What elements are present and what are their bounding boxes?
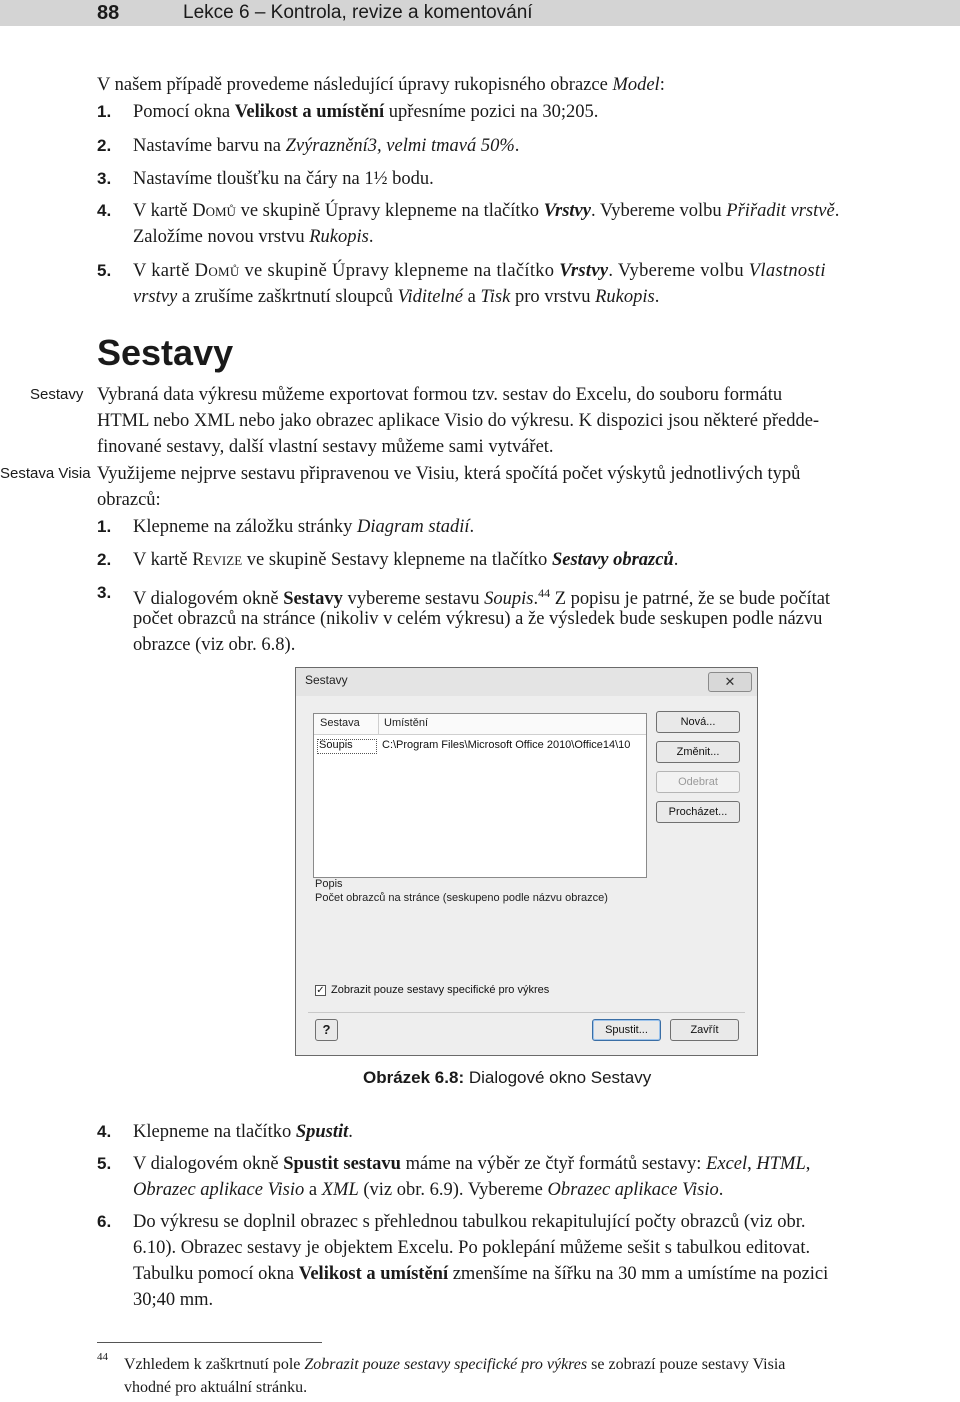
dialog-title: Sestavy xyxy=(305,673,348,687)
remove-button[interactable]: Odebrat xyxy=(656,771,740,793)
reports-list[interactable] xyxy=(313,713,647,878)
intro-paragraph: V našem případě provedeme následující úpravy rukopisného obrazce Model: xyxy=(97,75,665,95)
step-text: V kartě Domů ve skupině Úpravy klepneme na tlačítko Vrstvy. Vybereme volbu Vlastnosti xyxy=(133,261,826,281)
step-number: 2. xyxy=(97,550,112,569)
section-heading: Sestavy xyxy=(97,332,234,373)
step-number: 6. xyxy=(97,1212,112,1231)
footnote-text-cont: vhodné pro aktuální stránku. xyxy=(124,1379,308,1396)
browse-button[interactable]: Procházet... xyxy=(656,801,740,823)
new-button[interactable]: Nová... xyxy=(656,711,740,733)
step-text-cont: vrstvy a zrušíme zaškrtnutí sloupců Viditelné a Tisk pro vrstvu Rukopis. xyxy=(133,287,660,307)
step-number: 1. xyxy=(97,102,112,121)
step-text-cont: Obrazec aplikace Visio a XML (viz obr. 6.9). Vybereme Obrazec aplikace Visio. xyxy=(133,1180,724,1200)
footnote-text: Vzhledem k zaškrtnutí pole Zobrazit pouze sestavy specifické pro výkres se zobrazí pouze sestavy Visia xyxy=(124,1356,786,1373)
help-icon[interactable]: ? xyxy=(315,1019,338,1041)
report-name: Soupis xyxy=(319,739,353,751)
step-text: V dialogovém okně Sestavy vybereme sestavu Soupis.$^{44}$ Z popisu je patrné, že se bude počítat xyxy=(133,586,831,610)
step-text-cont: 30;40 mm. xyxy=(133,1290,214,1310)
step-text: Klepneme na záložku stránky Diagram stadií. xyxy=(133,517,475,537)
step-text-cont: 6.10). Obrazec sestavy je objektem Excelu. Po poklepání můžeme sešit s tabulkou editovat. xyxy=(133,1238,811,1258)
running-header xyxy=(0,0,960,26)
paragraph-line: Vybraná data výkresu můžeme exportovat formou tzv. sestav do Excelu, do souboru formátu xyxy=(97,385,783,405)
footnote-rule xyxy=(97,1342,322,1343)
checkbox-checked-icon[interactable]: ✓ xyxy=(316,985,325,996)
paragraph-line: finované sestavy, další vlastní sestavy můžeme sami vytvářet. xyxy=(97,437,554,457)
description-label: Popis xyxy=(315,878,343,890)
close-icon[interactable]: ✕ xyxy=(708,672,752,692)
dialog-titlebar xyxy=(296,668,757,696)
step-text: V kartě Revize ve skupině Sestavy klepneme na tlačítko Sestavy obrazců. xyxy=(133,550,679,570)
modify-button[interactable]: Změnit... xyxy=(656,741,740,763)
list-header xyxy=(314,714,646,735)
step-text: Pomocí okna Velikost a umístění upřesníme pozici na 30;205. xyxy=(133,102,599,122)
close-button[interactable]: Zavřít xyxy=(670,1019,739,1041)
step-number: 4. xyxy=(97,1122,112,1141)
reports-dialog xyxy=(295,667,758,1056)
step-text: V kartě Domů ve skupině Úpravy klepneme na tlačítko Vrstvy. Vybereme volbu Přiřadit vrstvě. xyxy=(133,201,840,221)
step-text: Nastavíme tloušťku na čáry na 1½ bodu. xyxy=(133,169,434,189)
checkbox-label[interactable]: Zobrazit pouze sestavy specifické pro výkres xyxy=(331,984,550,996)
page-number: 88 xyxy=(97,2,120,24)
step-text: Nastavíme barvu na Zvýraznění3, velmi tmavá 50%. xyxy=(133,136,520,156)
step-text-cont: Založíme novou vrstvu Rukopis. xyxy=(133,227,374,247)
step-text-cont: Tabulku pomocí okna Velikost a umístění zmenšíme na šířku na 30 mm a umístíme na pozici xyxy=(133,1264,829,1284)
step-number: 3. xyxy=(97,583,112,602)
run-button[interactable]: Spustit... xyxy=(592,1019,661,1041)
margin-note-visio-report: Sestava Visia xyxy=(0,465,91,482)
step-text: Do výkresu se doplnil obrazec s přehlednou tabulkou rekapitulující počty obrazců (viz obr. xyxy=(133,1212,806,1232)
step-text-cont: počet obrazců na stránce (nikoliv v celém výkresu) a že výsledek bude seskupen podle názvu xyxy=(133,609,823,629)
step-number: 1. xyxy=(97,517,112,536)
step-number: 3. xyxy=(97,169,112,188)
step-number: 2. xyxy=(97,136,112,155)
description-text: Počet obrazců na stránce (seskupeno podle názvu obrazce) xyxy=(315,892,608,904)
list-row[interactable] xyxy=(314,739,644,755)
margin-note-reports: Sestavy xyxy=(30,386,84,403)
step-number: 5. xyxy=(97,261,112,280)
footnote-number: 44 xyxy=(97,1351,108,1363)
step-number: 5. xyxy=(97,1154,112,1173)
step-text-cont: obrazce (viz obr. 6.8). xyxy=(133,635,296,655)
step-text: Klepneme na tlačítko Spustit. xyxy=(133,1122,353,1142)
step-text: V dialogovém okně Spustit sestavu máme na výběr ze čtyř formátů sestavy: Excel, HTML, xyxy=(133,1154,811,1174)
step-number: 4. xyxy=(97,201,112,220)
paragraph-line: Využijeme nejprve sestavu připravenou ve Visiu, která spočítá počet výskytů jednotlivých typů xyxy=(97,464,801,484)
paragraph-line: obrazců: xyxy=(97,490,161,510)
running-title: Lekce 6 – Kontrola, revize a komentování xyxy=(183,2,533,23)
figure-caption: Obrázek 6.8: Dialogové okno Sestavy xyxy=(363,1068,652,1087)
report-location: C:\Program Files\Microsoft Office 2010\Office14\10 xyxy=(382,739,631,751)
paragraph-line: HTML nebo XML nebo jako obrazec aplikace Visio do výkresu. K dispozici jsou některé předde- xyxy=(97,411,820,431)
column-header-location[interactable]: Umístění xyxy=(384,717,429,729)
column-header-report[interactable]: Sestava xyxy=(320,717,360,729)
